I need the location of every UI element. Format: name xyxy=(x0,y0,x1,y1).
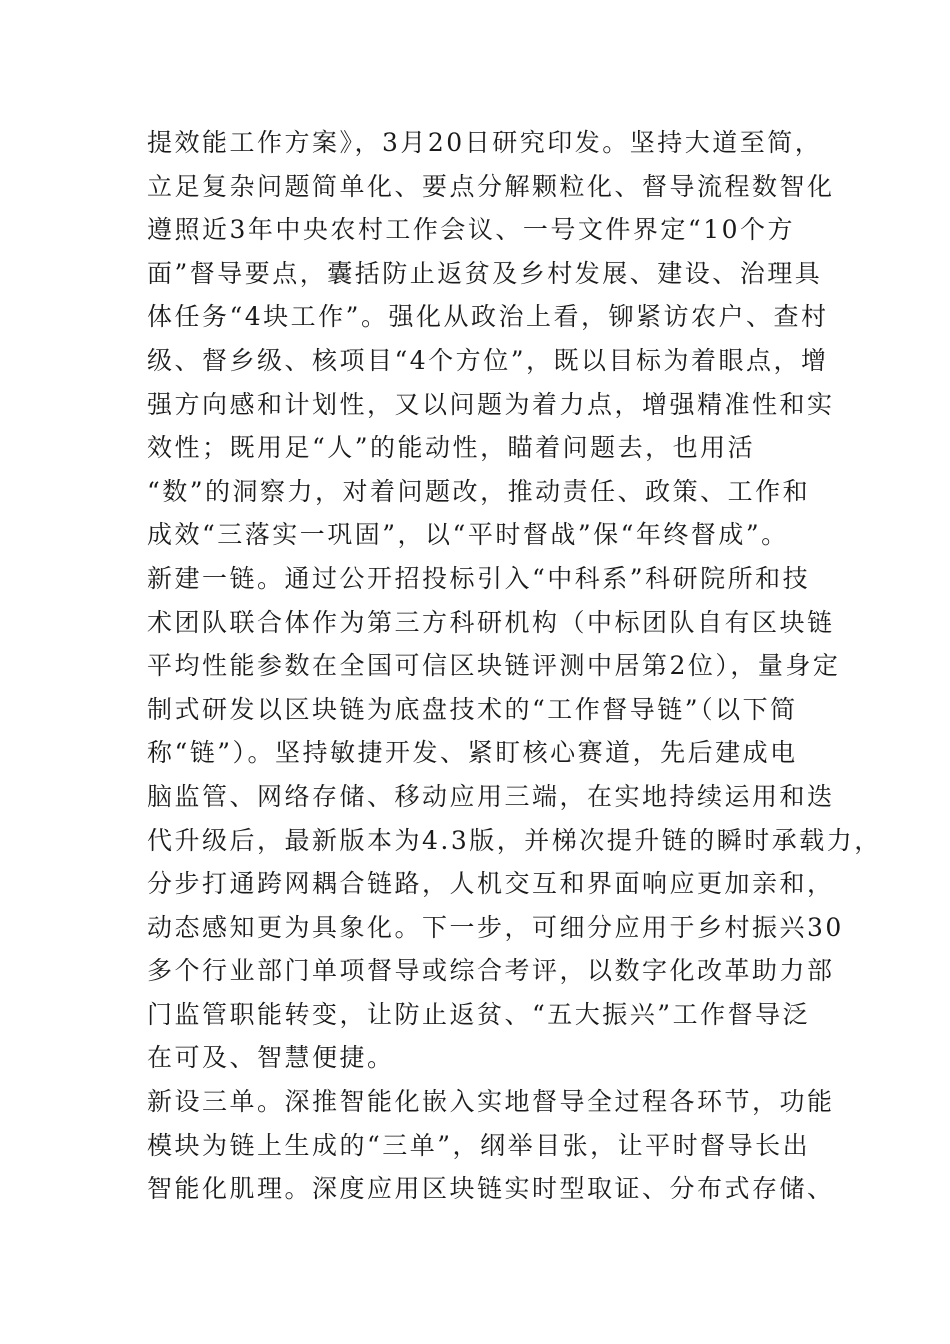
text-line: 术团队联合体作为第三方科研机构（中标团队自有区块链 xyxy=(147,607,835,637)
text-line: 级、督乡级、核项目“4个方位”，既以目标为着眼点，增 xyxy=(147,345,829,375)
text-line: 分步打通跨网耦合链路，人机交互和界面响应更加亲和， xyxy=(147,869,835,899)
text-line: 强方向感和计划性，又以问题为着力点，增强精准性和实 xyxy=(147,389,835,419)
text-line: 多个行业部门单项督导或综合考评，以数字化改革助力部 xyxy=(147,956,835,986)
document-body xyxy=(147,121,882,1211)
text-line: 智能化肌理。深度应用区块链实时型取证、分布式存储、 xyxy=(147,1174,835,1204)
text-line: 体任务“4块工作”。强化从政治上看，铆紧访农户、查村 xyxy=(147,302,829,332)
text-line: 模块为链上生成的“三单”，纲举目张，让平时督导长出 xyxy=(147,1130,811,1160)
text-line: 平均性能参数在全国可信区块链评测中居第2位），量身定 xyxy=(147,651,841,681)
text-line: 称“链”）。坚持敏捷开发、紧盯核心赛道，先后建成电 xyxy=(147,738,798,768)
text-line: 效性；既用足“人”的能动性，瞄着问题去，也用活 xyxy=(147,433,756,463)
text-line: 脑监管、网络存储、移动应用三端，在实地持续运用和迭 xyxy=(147,781,835,811)
text-line: 成效“三落实一巩固”，以“平时督战”保“年终督成”。 xyxy=(147,520,789,550)
text-line: “数”的洞察力，对着问题改，推动责任、政策、工作和 xyxy=(147,476,811,506)
text-line: 在可及、智慧便捷。 xyxy=(147,1043,395,1073)
text-line: 动态感知更为具象化。下一步，可细分应用于乡村振兴30 xyxy=(147,912,844,942)
text-line: 门监管职能转变，让防止返贫、“五大振兴”工作督导泛 xyxy=(147,999,811,1029)
text-line: 遵照近3年中央农村工作会议、一号文件界定“10个方 xyxy=(147,215,795,245)
text-line: 代升级后，最新版本为4.3版，并梯次提升链的瞬时承载力， xyxy=(147,825,882,855)
text-line: 制式研发以区块链为底盘技术的“工作督导链”（以下简 xyxy=(147,694,798,724)
text-line: 面”督导要点，囊括防止返贫及乡村发展、建设、治理具 xyxy=(147,258,823,288)
text-line: 新设三单。深推智能化嵌入实地督导全过程各环节，功能 xyxy=(147,1087,835,1117)
text-line: 提效能工作方案》，3月20日研究印发。坚持大道至简， xyxy=(147,128,823,157)
text-line: 立足复杂问题简单化、要点分解颗粒化、督导流程数智化 xyxy=(147,171,835,201)
text-line: 新建一链。通过公开招投标引入“中科系”科研院所和技 xyxy=(147,563,811,593)
